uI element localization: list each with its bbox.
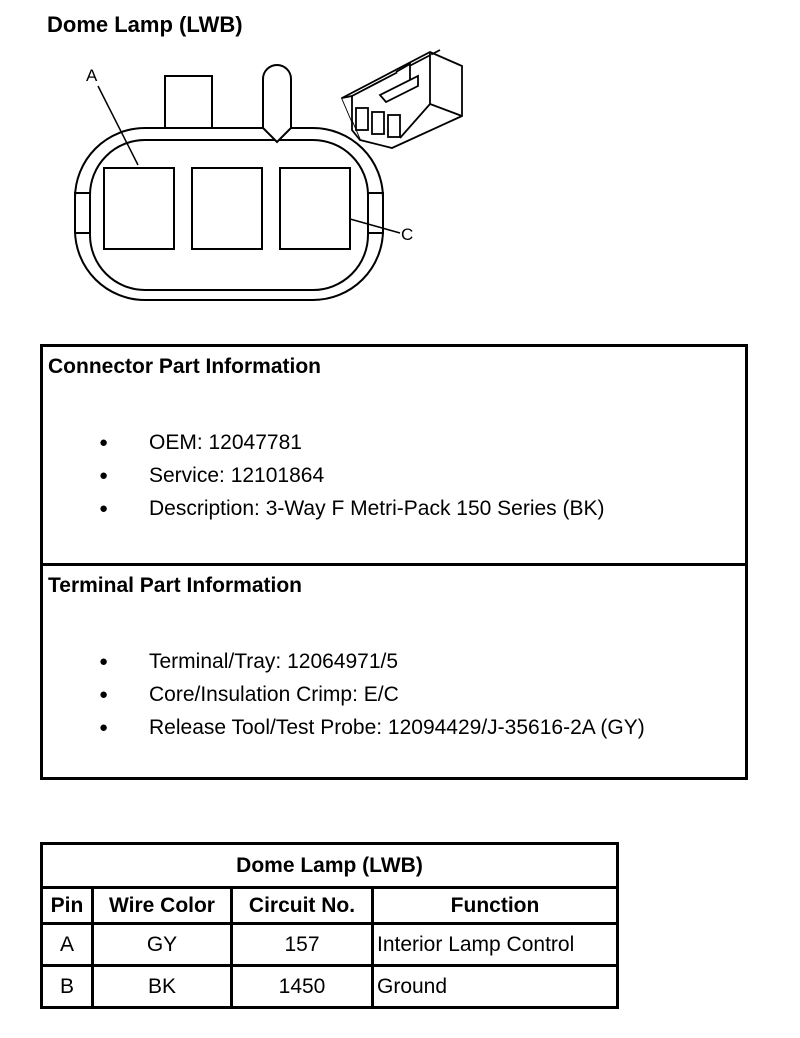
circuit-cell: 157 [232,924,373,966]
part-info-box [40,344,748,780]
table-header-row [42,888,618,924]
callout-c-label: C [401,225,414,244]
circuit-cell: 1450 [232,966,373,1008]
list-item: ● Terminal/Tray: 12064971/5 [99,645,645,678]
connector-part-heading: Connector Part Information [48,355,322,378]
table-row [42,924,618,966]
wire-color-cell: GY [93,924,232,966]
function-cell: Ground [373,966,618,1008]
list-item: ● Release Tool/Test Probe: 12094429/J-35616-2A (GY) [99,711,645,744]
terminal-part-list [99,645,645,744]
connector-part-list [99,426,605,525]
pin-cell: B [42,966,93,1008]
list-item: ● OEM: 12047781 [99,426,605,459]
terminal-part-heading: Terminal Part Information [48,574,302,597]
connector-iso-view [342,50,462,148]
connector-face [75,65,383,300]
page-title: Dome Lamp (LWB) [47,12,243,37]
pin-table [40,842,619,1009]
table-row [42,966,618,1008]
list-item: ● Service: 12101864 [99,459,605,492]
pin-cell: A [42,924,93,966]
list-item: ● Description: 3-Way F Metri-Pack 150 Series (BK) [99,492,605,525]
connector-part-section [43,347,745,566]
list-item: ● Core/Insulation Crimp: E/C [99,678,645,711]
header-pin: Pin [42,888,93,924]
header-wire-color: Wire Color [93,888,232,924]
callout-a-label: A [86,66,98,85]
connector-diagram [0,0,800,330]
function-cell: Interior Lamp Control [373,924,618,966]
header-function: Function [373,888,618,924]
pin-table-caption: Dome Lamp (LWB) [42,844,618,888]
wire-color-cell: BK [93,966,232,1008]
terminal-part-section [43,566,745,777]
header-circuit-no: Circuit No. [232,888,373,924]
